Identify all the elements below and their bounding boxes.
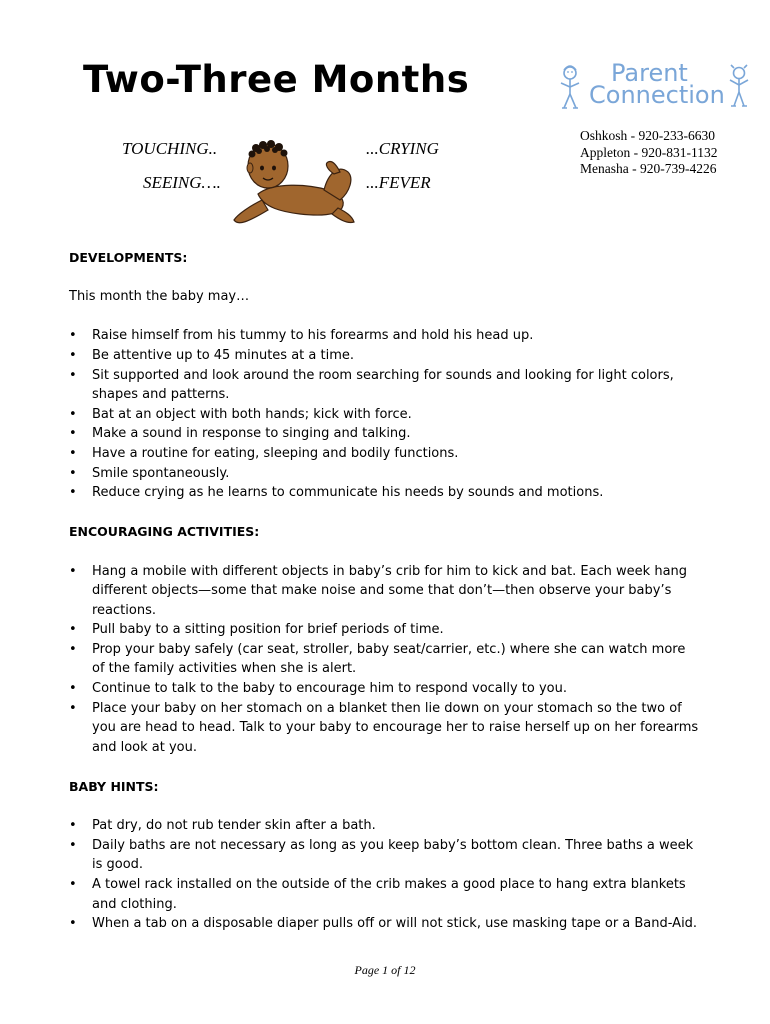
- bullet-icon: •: [69, 328, 77, 344]
- bullet-icon: •: [69, 367, 77, 383]
- list-item: • Daily baths are not necessary as long as you keep baby’s bottom clean. Three baths a week is good.: [69, 837, 694, 873]
- list-item: • Have a routine for eating, sleeping and bodily functions.: [69, 444, 699, 464]
- list-item: • Sit supported and look around the room searching for sounds and looking for light colors, shapes and patterns.: [69, 367, 674, 403]
- developments-heading: DEVELOPMENTS:: [69, 250, 188, 265]
- caption-seeing: SEEING….: [143, 173, 221, 192]
- list-item: • Reduce crying as he learns to communicate his needs by sounds and motions.: [69, 483, 699, 503]
- activities-list: [69, 562, 699, 758]
- list-item: • Continue to talk to the baby to encourage him to respond vocally to you.: [69, 679, 699, 699]
- caption-crying: ...CRYING: [366, 139, 439, 158]
- list-item: • Make a sound in response to singing and talking.: [69, 424, 699, 444]
- logo-line-1: Parent: [611, 59, 688, 87]
- contact-list: [580, 128, 717, 178]
- bullet-icon: •: [69, 347, 77, 363]
- caption-touching: TOUCHING..: [122, 139, 218, 158]
- logo-line-2: Connection: [589, 81, 725, 109]
- hints-heading: BABY HINTS:: [69, 779, 159, 795]
- page-title: Two-Three Months: [83, 58, 470, 101]
- bullet-icon: •: [69, 916, 77, 932]
- bullet-icon: •: [69, 681, 77, 697]
- bullet-icon: •: [69, 641, 77, 657]
- bullet-icon: •: [69, 563, 77, 579]
- list-item: • Raise himself from his tummy to his forearms and hold his head up.: [69, 326, 699, 346]
- bullet-icon: •: [69, 837, 77, 853]
- bullet-icon: •: [69, 445, 77, 461]
- bullet-icon: •: [69, 406, 77, 422]
- list-item: • Smile spontaneously.: [69, 464, 699, 484]
- contact-menasha: Menasha - 920-739-4226: [580, 161, 717, 176]
- list-item: • When a tab on a disposable diaper pulls off or will not stick, use masking tape or a Band-Aid.: [69, 914, 699, 934]
- contact-oshkosh: Oshkosh - 920-233-6630: [580, 128, 715, 143]
- bullet-icon: •: [69, 622, 77, 638]
- bullet-icon: •: [69, 485, 77, 501]
- developments-intro: This month the baby may…: [69, 289, 250, 305]
- activities-heading: ENCOURAGING ACTIVITIES:: [69, 524, 260, 540]
- parent-connection-logo: [553, 59, 753, 114]
- baby-lying-on-tummy-illustration: [228, 134, 362, 230]
- list-item: • Pat dry, do not rub tender skin after a bath.: [69, 816, 699, 836]
- bullet-icon: •: [69, 700, 77, 716]
- page-number: Page 1 of 12: [354, 963, 416, 977]
- main-content: [69, 248, 699, 953]
- hints-list: [69, 816, 699, 934]
- list-item: • Prop your baby safely (car seat, stroller, baby seat/carrier, etc.) where she can watch more of the family activities when she is alert.: [69, 641, 686, 677]
- logo-wordmark: [589, 59, 725, 109]
- bullet-icon: •: [69, 877, 77, 892]
- list-item: • Place your baby on her stomach on a blanket then lie down on your stomach so the two of you are head to head. Talk to your baby to encourage her to raise herself up on her forearms and look at you.: [69, 700, 699, 755]
- list-item: • Hang a mobile with different objects in baby’s crib for him to kick and bat. Each week hang different objects—some that make noise and some that don’t—then observe your baby’s reactions.: [69, 563, 688, 618]
- bullet-icon: •: [69, 426, 77, 442]
- developments-list: [69, 326, 699, 502]
- bullet-icon: •: [69, 465, 77, 481]
- list-item: • A towel rack installed on the outside of the crib makes a good place to hang extra blankets and clothing.: [69, 877, 686, 912]
- list-item: • Bat at an object with both hands; kick with force.: [69, 405, 699, 425]
- list-item: • Pull baby to a sitting position for brief periods of time.: [69, 620, 699, 640]
- caption-fever: ...FEVER: [366, 173, 431, 192]
- list-item: • Be attentive up to 45 minutes at a time.: [69, 346, 699, 366]
- contact-appleton: Appleton - 920-831-1132: [580, 144, 718, 160]
- bullet-icon: •: [69, 818, 77, 834]
